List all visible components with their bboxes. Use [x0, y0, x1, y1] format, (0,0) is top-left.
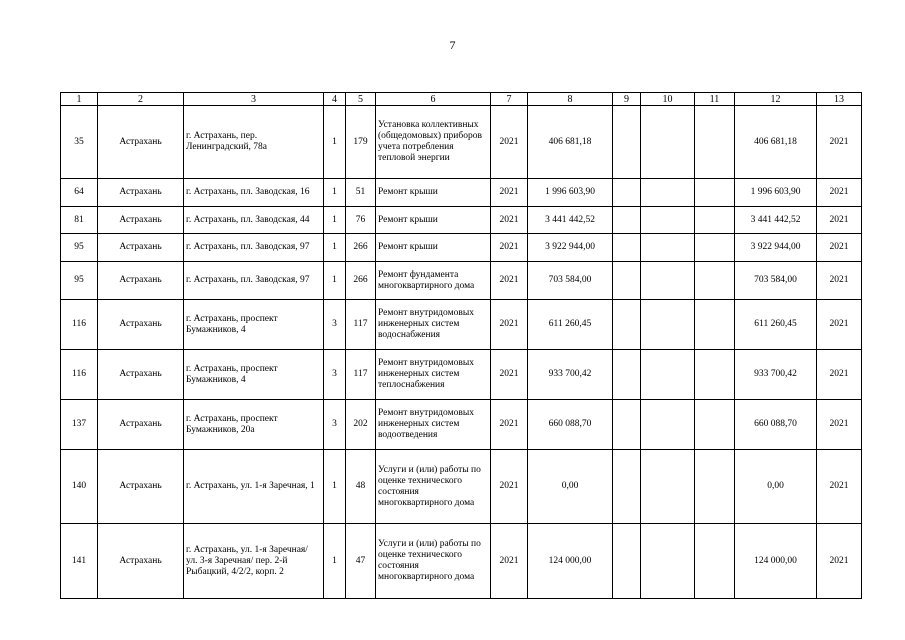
table-row [61, 300, 862, 350]
col5-cell: 202 [346, 400, 376, 450]
city-cell: Астрахань [98, 524, 184, 599]
col12-cell: 660 088,70 [735, 400, 817, 450]
work-type-cell: Ремонт фундамента многоквартирного дома [376, 262, 491, 300]
col4-cell: 3 [324, 300, 346, 350]
row-number-cell: 116 [61, 350, 98, 400]
table-row [61, 106, 862, 179]
col4-cell: 1 [324, 234, 346, 262]
row-number-cell: 116 [61, 300, 98, 350]
col13-cell: 2021 [817, 234, 862, 262]
year-cell: 2021 [491, 234, 528, 262]
col5-cell: 117 [346, 350, 376, 400]
col4-cell: 1 [324, 207, 346, 234]
col10-cell [641, 524, 695, 599]
table-row [61, 262, 862, 300]
col11-cell [695, 179, 735, 207]
col11-cell [695, 234, 735, 262]
table-row [61, 179, 862, 207]
total-cost-cell: 1 996 603,90 [528, 179, 613, 207]
col5-cell: 266 [346, 234, 376, 262]
col5-cell: 48 [346, 450, 376, 524]
col5-cell: 51 [346, 179, 376, 207]
address-cell: г. Астрахань, пер. Ленинградский, 78а [184, 106, 324, 179]
row-number-cell: 141 [61, 524, 98, 599]
work-type-cell: Ремонт крыши [376, 179, 491, 207]
col12-cell: 933 700,42 [735, 350, 817, 400]
col13-cell: 2021 [817, 179, 862, 207]
work-type-cell: Услуги и (или) работы по оценке технического состояния многоквартирного дома [376, 524, 491, 599]
column-number-cell: 10 [641, 93, 695, 106]
col4-cell: 1 [324, 262, 346, 300]
col12-cell: 0,00 [735, 450, 817, 524]
city-cell: Астрахань [98, 262, 184, 300]
year-cell: 2021 [491, 300, 528, 350]
year-cell: 2021 [491, 207, 528, 234]
col13-cell: 2021 [817, 350, 862, 400]
work-type-cell: Ремонт внутридомовых инженерных систем водоснабжения [376, 300, 491, 350]
col12-cell: 124 000,00 [735, 524, 817, 599]
year-cell: 2021 [491, 450, 528, 524]
row-number-cell: 64 [61, 179, 98, 207]
col10-cell [641, 207, 695, 234]
address-cell: г. Астрахань, пл. Заводская, 44 [184, 207, 324, 234]
total-cost-cell: 611 260,45 [528, 300, 613, 350]
city-cell: Астрахань [98, 300, 184, 350]
column-number-cell: 5 [346, 93, 376, 106]
column-number-cell: 13 [817, 93, 862, 106]
address-cell: г. Астрахань, пл. Заводская, 97 [184, 262, 324, 300]
col10-cell [641, 450, 695, 524]
col4-cell: 1 [324, 179, 346, 207]
total-cost-cell: 3 441 442,52 [528, 207, 613, 234]
col13-cell: 2021 [817, 207, 862, 234]
col9-cell [613, 524, 641, 599]
col11-cell [695, 524, 735, 599]
row-number-cell: 81 [61, 207, 98, 234]
col9-cell [613, 262, 641, 300]
table-body [61, 93, 862, 599]
col5-cell: 179 [346, 106, 376, 179]
col9-cell [613, 234, 641, 262]
column-number-cell: 8 [528, 93, 613, 106]
work-type-cell: Ремонт крыши [376, 207, 491, 234]
total-cost-cell: 124 000,00 [528, 524, 613, 599]
col4-cell: 3 [324, 350, 346, 400]
col11-cell [695, 300, 735, 350]
year-cell: 2021 [491, 106, 528, 179]
register-table [60, 92, 862, 599]
table-row [61, 207, 862, 234]
col13-cell: 2021 [817, 524, 862, 599]
column-number-row [61, 93, 862, 106]
column-number-cell: 4 [324, 93, 346, 106]
city-cell: Астрахань [98, 234, 184, 262]
col12-cell: 1 996 603,90 [735, 179, 817, 207]
col5-cell: 47 [346, 524, 376, 599]
col9-cell [613, 179, 641, 207]
col12-cell: 611 260,45 [735, 300, 817, 350]
col12-cell: 406 681,18 [735, 106, 817, 179]
col4-cell: 1 [324, 450, 346, 524]
col11-cell [695, 450, 735, 524]
col13-cell: 2021 [817, 300, 862, 350]
year-cell: 2021 [491, 400, 528, 450]
col10-cell [641, 106, 695, 179]
col5-cell: 76 [346, 207, 376, 234]
col12-cell: 3 441 442,52 [735, 207, 817, 234]
city-cell: Астрахань [98, 179, 184, 207]
col9-cell [613, 106, 641, 179]
col12-cell: 703 584,00 [735, 262, 817, 300]
city-cell: Астрахань [98, 350, 184, 400]
work-type-cell: Ремонт крыши [376, 234, 491, 262]
table-row [61, 400, 862, 450]
row-number-cell: 140 [61, 450, 98, 524]
col5-cell: 117 [346, 300, 376, 350]
total-cost-cell: 933 700,42 [528, 350, 613, 400]
col9-cell [613, 450, 641, 524]
col13-cell: 2021 [817, 262, 862, 300]
col13-cell: 2021 [817, 106, 862, 179]
total-cost-cell: 703 584,00 [528, 262, 613, 300]
table-row [61, 450, 862, 524]
city-cell: Астрахань [98, 207, 184, 234]
column-number-cell: 12 [735, 93, 817, 106]
col4-cell: 1 [324, 106, 346, 179]
col10-cell [641, 300, 695, 350]
column-number-cell: 11 [695, 93, 735, 106]
city-cell: Астрахань [98, 400, 184, 450]
col10-cell [641, 400, 695, 450]
row-number-cell: 137 [61, 400, 98, 450]
total-cost-cell: 660 088,70 [528, 400, 613, 450]
year-cell: 2021 [491, 262, 528, 300]
col9-cell [613, 350, 641, 400]
col10-cell [641, 234, 695, 262]
column-number-cell: 3 [184, 93, 324, 106]
address-cell: г. Астрахань, ул. 1-я Заречная/ ул. 3-я Заречная/ пер. 2-й Рыбацкий, 4/2/2, корп. 2 [184, 524, 324, 599]
year-cell: 2021 [491, 524, 528, 599]
city-cell: Астрахань [98, 450, 184, 524]
total-cost-cell: 3 922 944,00 [528, 234, 613, 262]
col13-cell: 2021 [817, 400, 862, 450]
address-cell: г. Астрахань, пл. Заводская, 97 [184, 234, 324, 262]
col9-cell [613, 400, 641, 450]
address-cell: г. Астрахань, проспект Бумажников, 4 [184, 300, 324, 350]
address-cell: г. Астрахань, проспект Бумажников, 20а [184, 400, 324, 450]
col11-cell [695, 106, 735, 179]
col10-cell [641, 179, 695, 207]
col5-cell: 266 [346, 262, 376, 300]
col13-cell: 2021 [817, 450, 862, 524]
column-number-cell: 7 [491, 93, 528, 106]
col12-cell: 3 922 944,00 [735, 234, 817, 262]
row-number-cell: 35 [61, 106, 98, 179]
address-cell: г. Астрахань, проспект Бумажников, 4 [184, 350, 324, 400]
col9-cell [613, 207, 641, 234]
column-number-cell: 2 [98, 93, 184, 106]
total-cost-cell: 0,00 [528, 450, 613, 524]
work-type-cell: Установка коллективных (общедомовых) приборов учета потребления тепловой энергии [376, 106, 491, 179]
row-number-cell: 95 [61, 262, 98, 300]
column-number-cell: 6 [376, 93, 491, 106]
table-row [61, 350, 862, 400]
col4-cell: 3 [324, 400, 346, 450]
page-number: 7 [449, 38, 456, 52]
column-number-cell: 1 [61, 93, 98, 106]
table-row [61, 524, 862, 599]
col9-cell [613, 300, 641, 350]
row-number-cell: 95 [61, 234, 98, 262]
work-type-cell: Ремонт внутридомовых инженерных систем водоотведения [376, 400, 491, 450]
col11-cell [695, 262, 735, 300]
address-cell: г. Астрахань, ул. 1-я Заречная, 1 [184, 450, 324, 524]
total-cost-cell: 406 681,18 [528, 106, 613, 179]
col4-cell: 1 [324, 524, 346, 599]
year-cell: 2021 [491, 350, 528, 400]
table-row [61, 234, 862, 262]
col10-cell [641, 262, 695, 300]
address-cell: г. Астрахань, пл. Заводская, 16 [184, 179, 324, 207]
year-cell: 2021 [491, 179, 528, 207]
work-type-cell: Услуги и (или) работы по оценке технического состояния многоквартирного дома [376, 450, 491, 524]
work-type-cell: Ремонт внутридомовых инженерных систем теплоснабжения [376, 350, 491, 400]
col11-cell [695, 400, 735, 450]
column-number-cell: 9 [613, 93, 641, 106]
col11-cell [695, 350, 735, 400]
col11-cell [695, 207, 735, 234]
city-cell: Астрахань [98, 106, 184, 179]
col10-cell [641, 350, 695, 400]
